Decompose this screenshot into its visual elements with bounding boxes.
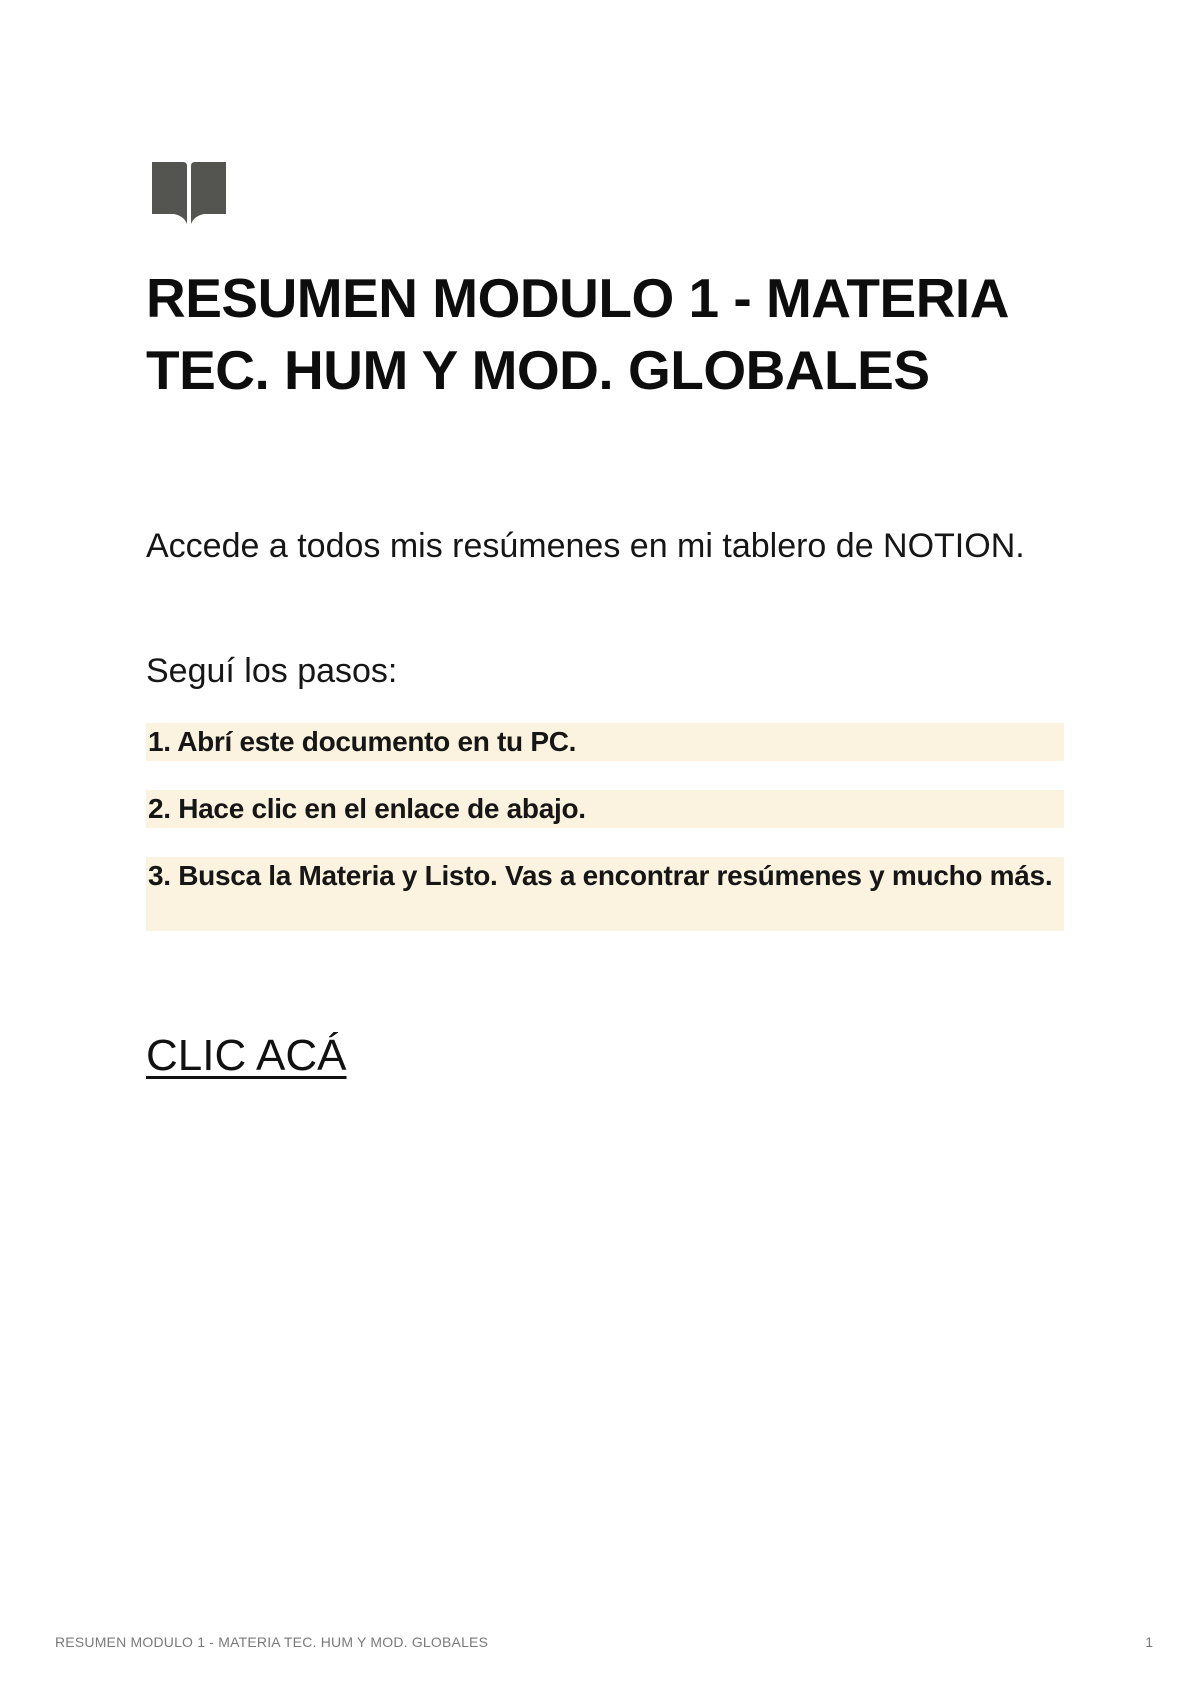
footer-title: RESUMEN MODULO 1 - MATERIA TEC. HUM Y MOD. GLOBALES bbox=[55, 1634, 489, 1650]
notion-link[interactable]: CLIC ACÁ bbox=[146, 1031, 347, 1080]
step-item-1: 1. Abrí este documento en tu PC. bbox=[146, 723, 1064, 761]
page-title: RESUMEN MODULO 1 - MATERIA TEC. HUM Y MOD. GLOBALES bbox=[146, 267, 1007, 401]
page-number: 1 bbox=[1145, 1634, 1153, 1650]
open-book-icon bbox=[150, 160, 228, 224]
step-item-3: 3. Busca la Materia y Listo. Vas a encontrar resúmenes y mucho más. bbox=[146, 857, 1064, 931]
step-item-2: 2. Hace clic en el enlace de abajo. bbox=[146, 790, 1064, 828]
subtitle: Accede a todos mis resúmenes en mi tablero de NOTION. bbox=[146, 527, 1025, 565]
steps-heading: Seguí los pasos: bbox=[146, 652, 398, 690]
